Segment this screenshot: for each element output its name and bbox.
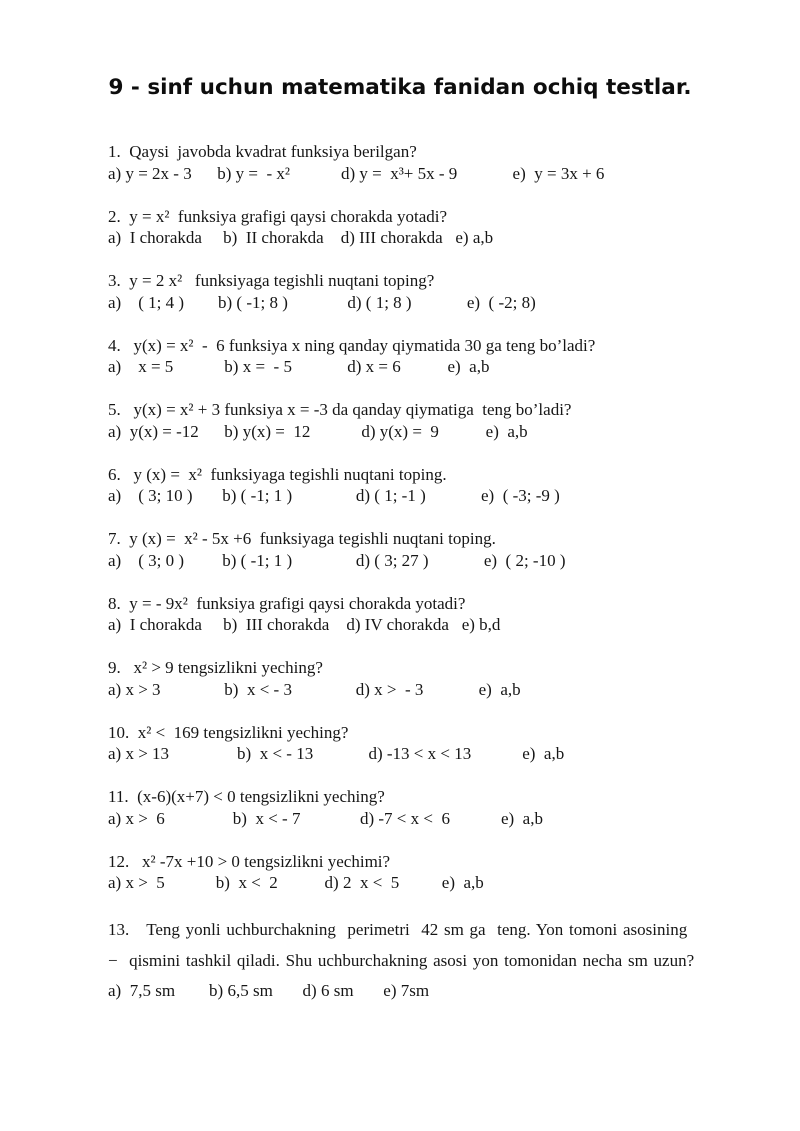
question-1-answers: a) y = 2x - 3 b) y = - x² d) y = x³+ 5x - 9 e) y = 3x + 6 [108,163,605,183]
question-2 [108,206,745,249]
question-8-answers: a) I chorakda b) III chorakda d) IV chorakda e) b,d [108,615,501,634]
question-13-answers: a) 7,5 sm b) 6,5 sm d) 6 sm e) 7sm [108,981,430,1000]
question-5-text: 5. y(x) = x² + 3 funksiya x = -3 da qanday qiymatiga teng bo’ladi? [108,400,572,419]
question-1 [108,141,745,184]
question-4-answers: a) x = 5 b) x = - 5 d) x = 6 e) a,b [108,357,490,376]
question-13-text-line1: 13. Teng yonli uchburchakning perimetri 42 sm ga teng. Yon tomoni asosining [108,920,688,939]
question-13 [108,915,745,1007]
question-2-text: 2. y = x² funksiya grafigi qaysi chorakda yotadi? [108,206,448,226]
question-9-text: 9. x² > 9 tengsizlikni yeching? [108,658,323,677]
question-8 [108,593,745,636]
question-6 [108,464,745,507]
question-9-answers: a) x > 3 b) x < - 3 d) x > - 3 e) a,b [108,679,521,699]
question-4 [108,335,745,378]
question-3 [108,270,745,313]
question-8-text: 8. y = - 9x² funksiya grafigi qaysi chorakda yotadi? [108,593,466,613]
question-7 [108,528,745,571]
question-11-answers: a) x > 6 b) x < - 7 d) -7 < x < 6 e) a,b [108,808,543,828]
question-3-answers: a) ( 1; 4 ) b) ( -1; 8 ) d) ( 1; 8 ) e) ( -2; 8) [108,292,536,312]
question-6-answers: a) ( 3; 10 ) b) ( -1; 1 ) d) ( 1; -1 ) e) ( -3; -9 ) [108,486,560,505]
question-7-answers: a) ( 3; 0 ) b) ( -1; 1 ) d) ( 3; 27 ) e) ( 2; -10 ) [108,550,566,570]
question-10 [108,722,745,765]
question-3-text: 3. y = 2 x² funksiyaga tegishli nuqtani toping? [108,271,435,290]
questions-list [0,102,800,1007]
question-7-text: 7. y (x) = x² - 5x +6 funksiyaga tegishli nuqtani toping. [108,529,496,548]
question-12 [108,851,745,894]
question-9 [108,657,745,700]
question-1-text: 1. Qaysi javobda kvadrat funksiya berilgan? [108,142,417,161]
question-12-answers: a) x > 5 b) x < 2 d) 2 x < 5 e) a,b [108,873,484,892]
question-11 [108,786,745,829]
question-6-text: 6. y (x) = x² funksiyaga tegishli nuqtani toping. [108,464,447,484]
question-11-text: 11. (x-6)(x+7) < 0 tengsizlikni yeching? [108,787,385,806]
question-10-answers: a) x > 13 b) x < - 13 d) -13 < x < 13 e) a,b [108,744,565,763]
question-10-text: 10. x² < 169 tengsizlikni yeching? [108,722,349,742]
page-title: 9 - sinf uchun matematika fanidan ochiq testlar. [108,75,692,100]
question-4-text: 4. y(x) = x² - 6 funksiya x ning qanday qiymatida 30 ga teng bo’ladi? [108,335,596,355]
question-2-answers: a) I chorakda b) II chorakda d) III chorakda e) a,b [108,228,494,247]
question-5-answers: a) y(x) = -12 b) y(x) = 12 d) y(x) = 9 e) a,b [108,421,528,441]
question-12-text: 12. x² -7x +10 > 0 tengsizlikni yechimi? [108,851,391,871]
question-13-text-line2: − qismini tashkil qiladi. Shu uchburchakning asosi yon tomonidan necha sm uzun? [108,950,695,970]
question-5 [108,399,745,442]
